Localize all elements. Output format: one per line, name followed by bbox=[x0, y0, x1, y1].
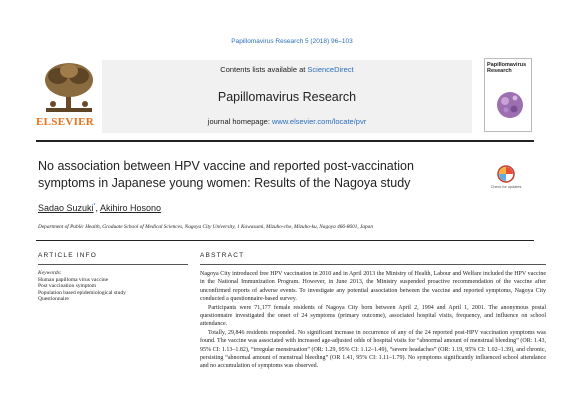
keywords-block bbox=[38, 270, 188, 303]
homepage-line bbox=[102, 117, 472, 126]
header-rule bbox=[36, 140, 534, 142]
abstract-body bbox=[200, 270, 546, 371]
author-name[interactable]: Sadao Suzuki bbox=[38, 203, 94, 213]
homepage-link[interactable]: www.elsevier.com/locate/pvr bbox=[272, 117, 367, 126]
article-title: No association between HPV vaccine and reported post-vaccination symptoms in Japanese young women: Results of the Nagoya study bbox=[38, 159, 414, 190]
homepage-prefix: journal homepage: bbox=[207, 117, 272, 126]
keyword-item: Post vaccination symptom bbox=[38, 283, 97, 290]
journal-name: Papillomavirus Research bbox=[217, 90, 357, 104]
corresponding-author-mark[interactable]: * bbox=[93, 203, 96, 209]
abstract-paragraph: Totally, 29,846 residents responded. No significant increase in occurrence of any of the 24 reported post-HPV vaccination symptoms was found. The vaccine was associated with increased age-adjusted odds of hospital visits for “abnormal amount of menstrual bleeding” (OR: 1.43, 95% CI: 1.13–1.82), “irregular menstruation” (OR: 1.29, 95% CI: 1.12–1.49), “severe headaches” (OR: 1.19, 95% CI: 1.02–1.39), and chronic, persisting “abnormal amount of menstrual bleeding” (OR 1.41, 95% CI: 1.11–1.79). No symptoms significantly influenced school attendance and no accumulation of symptoms was observed. bbox=[200, 330, 546, 370]
sciencedirect-link[interactable]: ScienceDirect bbox=[307, 65, 354, 74]
author-separator: , bbox=[95, 203, 101, 213]
abstract-heading: ABSTRACT bbox=[200, 252, 245, 259]
article-info-heading: ARTICLE INFO bbox=[38, 252, 98, 259]
contents-prefix: Contents lists available at bbox=[220, 65, 308, 74]
check-for-updates-label: Check for updates bbox=[490, 185, 522, 189]
article-info-rule bbox=[38, 264, 188, 265]
author-name[interactable]: Akihiro Hosono bbox=[100, 203, 162, 213]
abstract-rule bbox=[200, 264, 546, 265]
author-affiliation: Department of Public Health, Graduate School of Medical Sciences, Nagoya City University, 1 Kawasumi, Mizuho-cho, Mizuho-ku, Nagoya 466-8601, Japan bbox=[38, 224, 373, 230]
abstract-paragraph: Participants were 71,177 female residents of Nagoya City born between April 2, 1994 and April 1, 2001. The anonymous postal questionnaire investigated the onset of 24 symptoms (primary outcome), associated hospital visits, frequency, and influence on school attendance. bbox=[200, 304, 546, 328]
keyword-item: Questionnaire bbox=[38, 296, 69, 303]
cover-title: Papillomavirus Research bbox=[487, 62, 527, 74]
keyword-item: Human papilloma virus vaccine bbox=[38, 276, 109, 283]
keyword-item: Population based epidemiological study bbox=[38, 289, 126, 296]
cover-virus-image bbox=[488, 79, 528, 125]
journal-citation[interactable]: Papillomavirus Research 5 (2018) 96–103 bbox=[231, 38, 353, 45]
publisher-name: ELSEVIER bbox=[36, 116, 95, 128]
keywords-label: Keywords: bbox=[38, 270, 62, 276]
affiliation-rule bbox=[36, 240, 534, 241]
check-for-updates-icon[interactable] bbox=[490, 164, 522, 194]
contents-line bbox=[102, 65, 472, 74]
author-list bbox=[38, 203, 161, 213]
abstract-paragraph: Nagoya City introduced free HPV vaccination in 2010 and in April 2013 the Ministry of Health, Labour and Welfare included the HPV vaccine in the National Immunization Program. However, in June 2013, the Ministry suspended proactive recommendation of the vaccine after unconfirmed reports of adverse events. To investigate any potential association between the vaccine and reported symptoms, Nagoya City conducted a questionnaire-based survey. bbox=[200, 271, 546, 302]
